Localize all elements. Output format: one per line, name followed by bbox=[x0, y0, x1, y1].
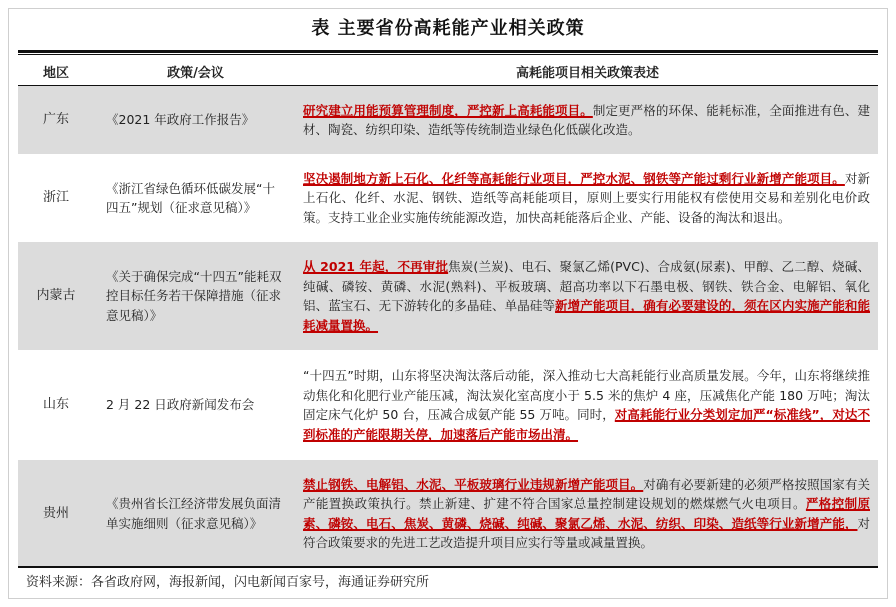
table-row bbox=[18, 460, 878, 568]
highlight-text: 新增产能项目，确有必要建设的，须在区内实施产能和能耗减量置换。 bbox=[303, 298, 870, 333]
table-row bbox=[18, 242, 878, 351]
desc-cell bbox=[297, 155, 878, 242]
region-cell: 山东 bbox=[18, 351, 94, 460]
table-row bbox=[18, 351, 878, 460]
policy-cell: 《贵州省长江经济带发展负面清单实施细则（征求意见稿）》 bbox=[94, 460, 297, 568]
top-rule bbox=[18, 50, 878, 53]
policy-cell: 《关于确保完成“十四五”能耗双控目标任务若干保障措施（征求意见稿）》 bbox=[94, 242, 297, 351]
desc-text: 焦炭(兰炭)、电石、聚氯乙烯(PVC)、合成氨(尿素)、甲醇、乙二醇、烧碱、纯碱、磷铵、黄磷、水泥(熟料)、平板玻璃、超高功率以下石墨电极、钢铁、铁合金、电解铝、氧化铝、蓝宝石、无下游转化的多晶硅、单晶硅等 bbox=[303, 259, 870, 313]
table-header-row bbox=[18, 57, 878, 86]
desc-cell bbox=[297, 242, 878, 351]
highlight-text: 对高耗能行业分类划定加严“标准线”，对达不到标准的产能限期关停，加速落后产能市场出清。 bbox=[303, 407, 870, 442]
desc-cell bbox=[297, 351, 878, 460]
desc-cell bbox=[297, 460, 878, 568]
policy-cell: 2 月 22 日政府新闻发布会 bbox=[94, 351, 297, 460]
region-cell: 浙江 bbox=[18, 155, 94, 242]
highlight-text: 严格控制原素、磷铵、电石、焦炭、黄磷、烧碱、纯碱、聚氯乙烯、水泥、纺织、印染、造纸等行业新增产能， bbox=[303, 496, 870, 531]
header-policy: 政策/会议 bbox=[94, 57, 297, 86]
policy-cell: 《浙江省绿色循环低碳发展“十四五”规划（征求意见稿）》 bbox=[94, 155, 297, 242]
region-cell: 内蒙古 bbox=[18, 242, 94, 351]
policy-table bbox=[18, 57, 878, 568]
desc-text: 对新上石化、化纤、水泥、钢铁、造纸等高耗能项目，原则上要实行用能权有偿使用交易和差别化电价政策。支持工业企业实施传统能源改造，加快高耗能落后企业、产能、设备的淘汰和退出。 bbox=[303, 170, 870, 225]
desc-text: 对符合政策要求的先进工艺改造提升项目应实行等量或减量置换。 bbox=[303, 515, 870, 550]
highlight-text: 从 2021 年起，不再审批 bbox=[303, 259, 449, 274]
desc-text: 制定更严格的环保、能耗标准，全面推进有色、建材、陶瓷、纺织印染、造纸等传统制造业绿色化低碳化改造。 bbox=[303, 102, 870, 137]
header-desc: 高耗能项目相关政策表述 bbox=[297, 57, 878, 86]
desc-text: “十四五”时期，山东将坚决淘汰落后动能，深入推动七大高耗能行业高质量发展。今年，山东将继续推动焦化和化肥行业产能压减，淘汰炭化室高度小于 5.5 米的焦炉 4 座，压减焦化产能 180 万吨；淘汰固定床气化炉 50 台，压减合成氨产能 55 万吨。同时， bbox=[303, 368, 870, 422]
header-region: 地区 bbox=[18, 57, 94, 86]
table-row bbox=[18, 155, 878, 242]
region-cell: 广东 bbox=[18, 86, 94, 155]
highlight-text: 坚决遏制地方新上石化、化纤等高耗能行业项目，严控水泥、钢铁等产能过剩行业新增产能项目。 bbox=[303, 170, 845, 186]
highlight-text: 禁止钢铁、电解铝、水泥、平板玻璃行业违规新增产能项目。 bbox=[303, 476, 644, 492]
top-rule-thin bbox=[18, 54, 878, 55]
table-row bbox=[18, 86, 878, 155]
region-cell: 贵州 bbox=[18, 460, 94, 568]
bottom-rule bbox=[18, 566, 878, 568]
source-note: 资料来源：各省政府网，海报新闻，闪电新闻百家号，海通证券研究所 bbox=[26, 575, 430, 590]
desc-cell bbox=[297, 86, 878, 155]
policy-cell: 《2021 年政府工作报告》 bbox=[94, 86, 297, 155]
highlight-text: 研究建立用能预算管理制度，严控新上高耗能项目。 bbox=[303, 102, 593, 118]
desc-text: 对确有必要新建的必须严格按照国家有关产能置换政策执行。禁止新建、扩建不符合国家总量控制建设规划的燃煤燃气火电项目。 bbox=[303, 476, 870, 511]
table-title: 表 主要省份高耗能产业相关政策 bbox=[311, 18, 585, 39]
